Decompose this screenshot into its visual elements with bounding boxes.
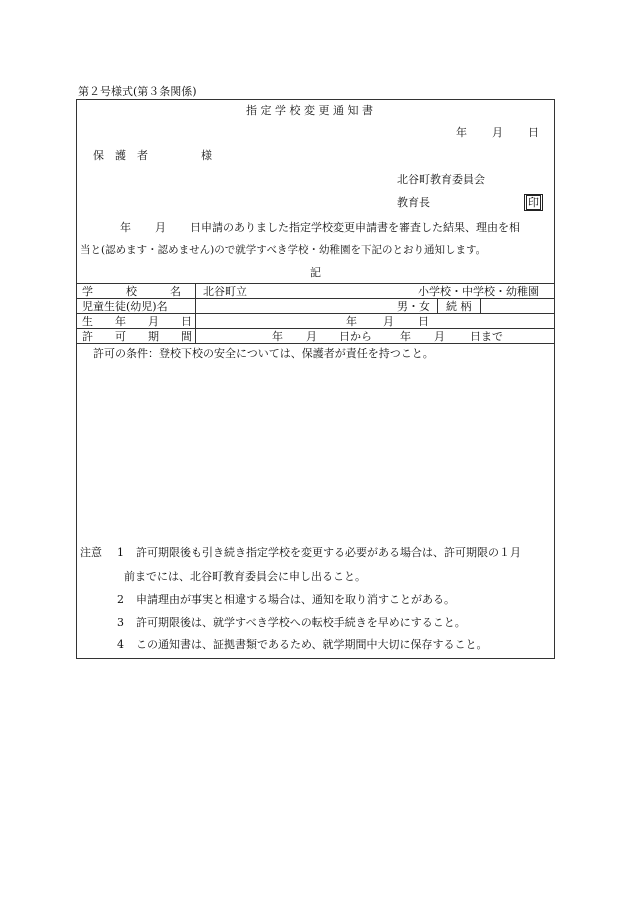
note-text-4: この通知書は、証拠書類であるため、就学期間中大切に保存すること。 [136,638,488,651]
relation-label: 続 柄 [446,300,472,313]
period-to-year: 年 [400,330,411,343]
note-text-3: 許可期限後は、就学すべき学校への転校手続きを早めにすること。 [136,616,466,629]
school-name-value: 北谷町立 [203,285,247,298]
school-name-label: 学 校 名 [82,285,181,298]
period-to-day: 日まで [470,330,503,343]
body-year-label: 年 [120,221,131,234]
recipient-label: 保 護 者 [93,149,148,162]
issuer-title: 教育長 [397,196,430,209]
note-text-1: 許可期限後も引き続き指定学校を変更する必要がある場合は、許可期限の１月 [136,546,521,559]
student-name-label: 児童生徒(幼児)名 [82,300,168,313]
table-bottom-rule [76,343,555,344]
note-text-1-continued: 前までには、北谷町教育委員会に申し出ること。 [124,570,366,583]
body-text-line-2: 当と(認めます・認めません)ので就学すべき学校・幼稚園を下記のとおり通知します。 [80,244,487,256]
date-year-label: 年 [456,126,467,139]
birth-date-label: 生 年 月 日 [82,315,192,328]
recipient-honorific: 様 [201,149,212,162]
record-heading: 記 [310,266,321,279]
birth-year-label: 年 [346,315,357,328]
form-number-label: 第２号様式(第３条関係) [78,85,197,98]
body-text-line-1: 日申請のありました指定学校変更申請書を審査した結果、理由を相 [190,221,520,234]
period-from-month: 月 [306,330,317,343]
school-type-options: 小学校・中学校・幼稚園 [418,285,539,298]
note-number-3: 3 [117,616,124,629]
period-from-year: 年 [272,330,283,343]
table-top-rule [76,283,555,284]
birth-month-label: 月 [383,315,394,328]
date-day-label: 日 [528,126,539,139]
notes-heading: 注意 [80,546,102,559]
table-rule-2 [76,313,555,314]
table-rule-1 [76,298,555,299]
note-number-2: 2 [117,593,124,606]
permit-condition: 許可の条件：登校下校の安全については、保護者が責任を持つこと。 [93,347,434,360]
period-to-month: 月 [434,330,445,343]
table-label-divider [195,283,196,343]
seal-label: 印 [528,196,539,209]
document-title: 指 定 学 校 変 更 通 知 書 [246,104,373,117]
gender-options: 男・女 [397,300,430,313]
note-number-1: 1 [117,546,124,559]
body-month-label: 月 [155,221,166,234]
period-from-day: 日から [339,330,372,343]
relation-divider [480,298,481,313]
note-text-2: 申請理由が事実と相違する場合は、通知を取り消すことがある。 [136,593,455,606]
seal-mark [524,194,543,211]
gender-divider [437,298,438,313]
permit-period-label: 許 可 期 間 [82,330,192,343]
birth-day-label: 日 [418,315,429,328]
table-rule-3 [76,328,555,329]
date-month-label: 月 [492,126,503,139]
issuer-organization: 北谷町教育委員会 [397,173,485,186]
note-number-4: 4 [117,638,124,651]
